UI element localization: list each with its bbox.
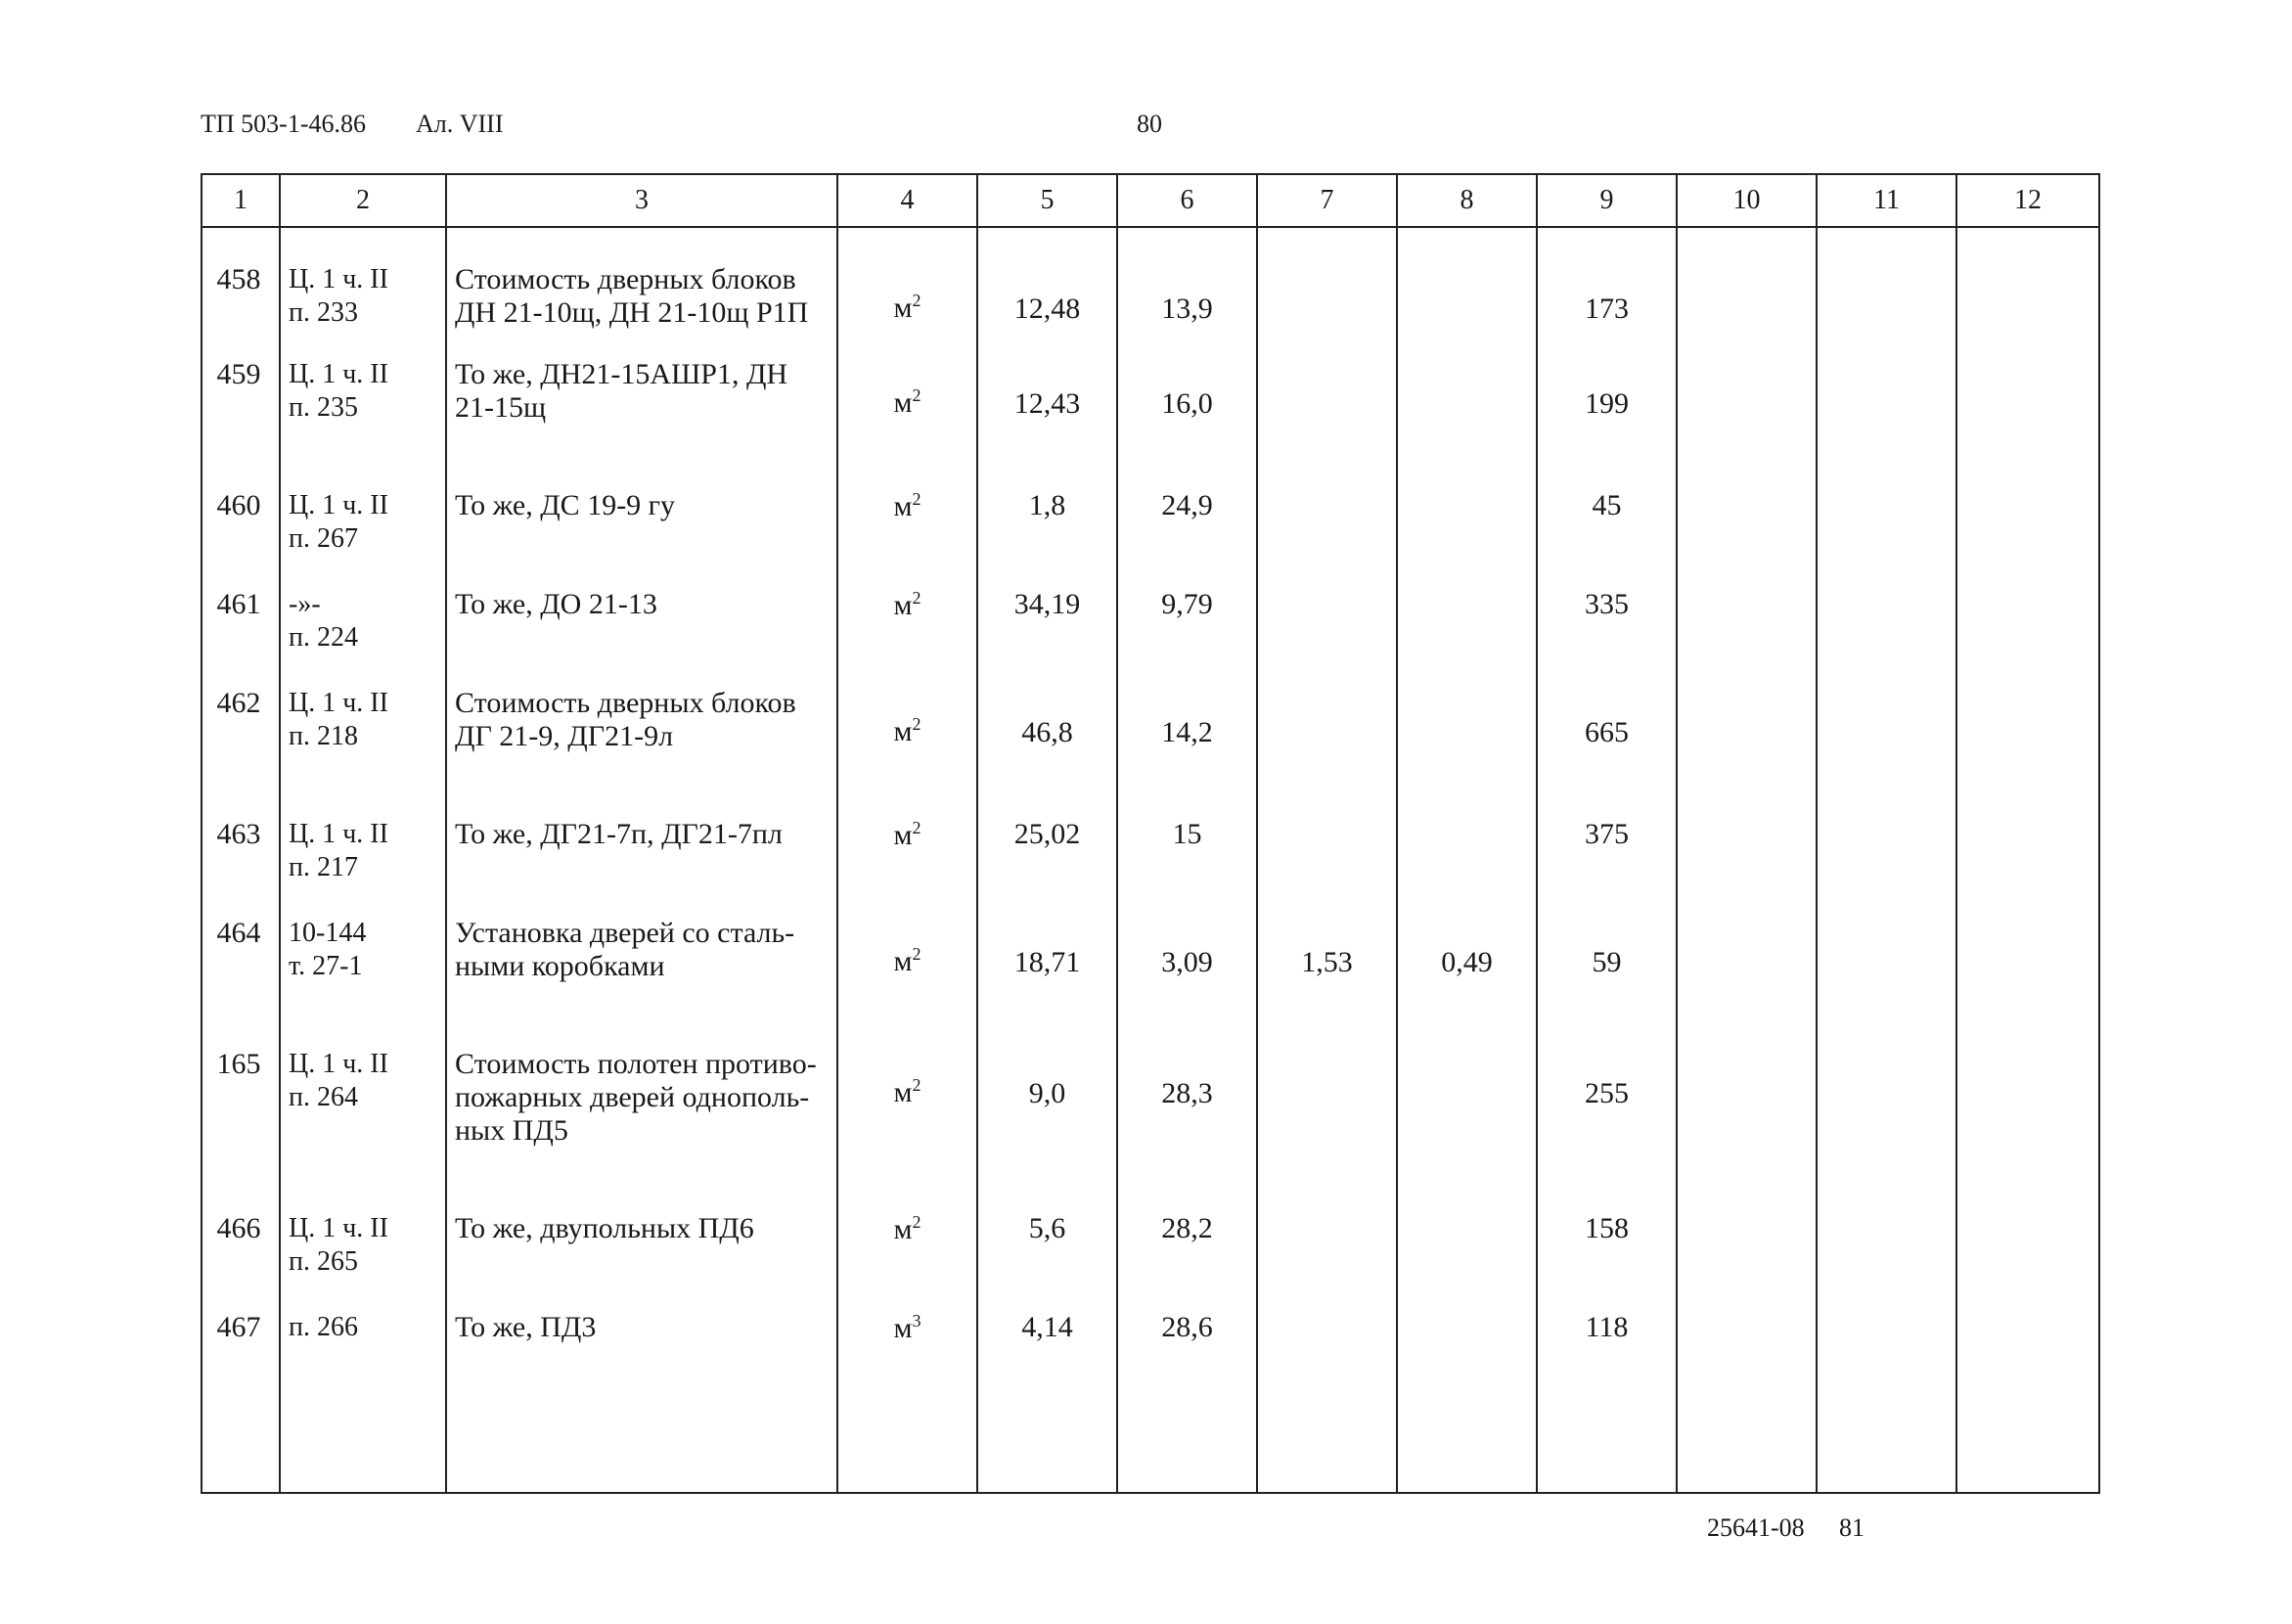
document-code: ТП 503-1-46.86 — [201, 110, 366, 138]
empty-cell — [1956, 1212, 2099, 1311]
value-cell-c7 — [1257, 1048, 1397, 1212]
unit-cell — [837, 358, 977, 489]
description-line: То же, ПД3 — [455, 1311, 597, 1343]
value-c7: 1,53 — [1301, 946, 1353, 978]
description-cell — [446, 1048, 837, 1212]
reference-line: Ц. 1 ч. II — [289, 819, 388, 849]
value-c5: 25,02 — [1013, 818, 1081, 850]
value-c9: 173 — [1585, 293, 1629, 325]
footer-document-code: 25641-08 — [1707, 1513, 1805, 1542]
value-c8: 0,49 — [1441, 946, 1493, 978]
empty-cell — [977, 1399, 1117, 1493]
reference-line: п. 267 — [289, 523, 358, 554]
column-header: 9 — [1537, 174, 1677, 227]
row-number: 464 — [202, 917, 280, 1048]
value-cell-c5 — [977, 687, 1117, 818]
reference-line: т. 27-1 — [289, 951, 363, 981]
value-cell-c6 — [1117, 1048, 1257, 1212]
empty-cell — [1817, 1311, 1956, 1399]
value-cell-c9 — [1537, 818, 1677, 917]
description-line: ными коробками — [455, 950, 665, 982]
reference-cell — [280, 917, 446, 1048]
value-cell-c9 — [1537, 588, 1677, 687]
description-line: Установка дверей со сталь- — [455, 917, 795, 949]
reference-line: п. 224 — [289, 622, 358, 653]
footer-page-number: 81 — [1839, 1513, 1865, 1542]
description-line: То же, ДН21-15АШР1, ДН — [455, 358, 788, 390]
value-c6: 24,9 — [1161, 489, 1213, 521]
value-cell-c7 — [1257, 588, 1397, 687]
value-c5: 1,8 — [1028, 489, 1066, 521]
unit-label: м — [893, 819, 913, 851]
column-header: 10 — [1677, 174, 1817, 227]
row-number: 462 — [202, 687, 280, 818]
empty-cell — [1257, 1399, 1397, 1493]
value-cell-c9 — [1537, 358, 1677, 489]
value-cell-c7 — [1257, 1212, 1397, 1311]
page-number: 80 — [1137, 110, 1162, 138]
unit-cell — [837, 489, 977, 588]
empty-cell — [1677, 1399, 1817, 1493]
table-row — [202, 1212, 2099, 1311]
unit-cell — [837, 1212, 977, 1311]
value-cell-c8 — [1397, 489, 1537, 588]
value-c6: 16,0 — [1161, 387, 1213, 420]
empty-cell — [1817, 1048, 1956, 1212]
table-row — [202, 588, 2099, 687]
unit-cell — [837, 818, 977, 917]
reference-line: Ц. 1 ч. II — [289, 1049, 388, 1079]
empty-cell — [1817, 588, 1956, 687]
value-c5: 34,19 — [1013, 588, 1081, 620]
row-number: 463 — [202, 818, 280, 917]
value-cell-c9 — [1537, 227, 1677, 358]
value-c5: 12,48 — [1013, 293, 1081, 325]
reference-line: п. 235 — [289, 392, 358, 423]
value-c9: 335 — [1585, 588, 1629, 620]
empty-cell — [1817, 917, 1956, 1048]
column-header: 11 — [1817, 174, 1956, 227]
column-header: 7 — [1257, 174, 1397, 227]
value-c9: 255 — [1585, 1077, 1629, 1109]
description-line: То же, ДС 19-9 гу — [455, 489, 675, 521]
row-number: 459 — [202, 358, 280, 489]
empty-cell — [1817, 687, 1956, 818]
description-cell — [446, 1212, 837, 1311]
value-c6: 13,9 — [1161, 293, 1213, 325]
description-cell — [446, 489, 837, 588]
empty-cell — [1956, 1311, 2099, 1399]
unit-cell — [837, 1311, 977, 1399]
empty-cell — [1677, 818, 1817, 917]
empty-cell — [1956, 588, 2099, 687]
empty-cell — [1956, 227, 2099, 358]
value-cell-c8 — [1397, 588, 1537, 687]
value-c5: 5,6 — [1028, 1212, 1066, 1244]
reference-line: п. 217 — [289, 852, 358, 882]
column-header: 1 — [202, 174, 280, 227]
value-cell-c6 — [1117, 1212, 1257, 1311]
unit-exponent: 2 — [912, 588, 921, 608]
reference-cell — [280, 1212, 446, 1311]
unit-exponent: 3 — [912, 1311, 921, 1331]
value-cell-c5 — [977, 358, 1117, 489]
value-cell-c9 — [1537, 1212, 1677, 1311]
description-line: пожарных дверей однополь- — [455, 1081, 810, 1113]
unit-label: м — [893, 386, 913, 419]
table-row — [202, 1311, 2099, 1399]
value-c9: 665 — [1585, 716, 1629, 748]
value-cell-c8 — [1397, 1048, 1537, 1212]
description-cell — [446, 358, 837, 489]
value-c6: 9,79 — [1161, 588, 1213, 620]
reference-line: п. 264 — [289, 1082, 358, 1112]
empty-cell — [1817, 1212, 1956, 1311]
empty-cell — [1397, 1399, 1537, 1493]
reference-line: 10-144 — [289, 918, 367, 948]
table-row — [202, 1048, 2099, 1212]
description-line: То же, двупольных ПД6 — [455, 1212, 754, 1244]
value-cell-c7 — [1257, 358, 1397, 489]
row-number: 466 — [202, 1212, 280, 1311]
value-cell-c8 — [1397, 687, 1537, 818]
row-number: 460 — [202, 489, 280, 588]
column-header: 8 — [1397, 174, 1537, 227]
value-cell-c9 — [1537, 917, 1677, 1048]
value-c6: 14,2 — [1161, 716, 1213, 748]
row-number: 467 — [202, 1311, 280, 1399]
column-header: 12 — [1956, 174, 2099, 227]
value-cell-c8 — [1397, 1212, 1537, 1311]
empty-cell — [446, 1399, 837, 1493]
unit-label: м — [893, 715, 913, 747]
reference-line: Ц. 1 ч. II — [289, 264, 388, 294]
unit-label: м — [893, 1312, 913, 1344]
empty-cell — [1537, 1399, 1677, 1493]
description-cell — [446, 818, 837, 917]
reference-line: Ц. 1 ч. II — [289, 490, 388, 520]
value-cell-c9 — [1537, 687, 1677, 818]
empty-cell — [1677, 687, 1817, 818]
unit-label: м — [893, 490, 913, 522]
value-cell-c6 — [1117, 917, 1257, 1048]
empty-cell — [1956, 687, 2099, 818]
value-cell-c5 — [977, 818, 1117, 917]
empty-cell — [1956, 917, 2099, 1048]
value-cell-c7 — [1257, 687, 1397, 818]
reference-cell — [280, 687, 446, 818]
empty-cell — [1956, 1399, 2099, 1493]
value-cell-c6 — [1117, 818, 1257, 917]
value-c9: 118 — [1585, 1311, 1629, 1343]
unit-exponent: 2 — [912, 489, 921, 509]
reference-line: Ц. 1 ч. II — [289, 1213, 388, 1243]
value-c9: 59 — [1592, 946, 1622, 978]
column-header: 5 — [977, 174, 1117, 227]
empty-cell — [1117, 1399, 1257, 1493]
row-number: 461 — [202, 588, 280, 687]
empty-cell — [1956, 489, 2099, 588]
value-cell-c6 — [1117, 489, 1257, 588]
description-cell — [446, 588, 837, 687]
empty-cell — [1677, 358, 1817, 489]
column-header: 4 — [837, 174, 977, 227]
description-line: ных ПД5 — [455, 1114, 568, 1147]
empty-cell — [1817, 818, 1956, 917]
description-line: ДГ 21-9, ДГ21-9л — [455, 720, 674, 752]
table-row — [202, 687, 2099, 818]
unit-cell — [837, 917, 977, 1048]
unit-cell — [837, 227, 977, 358]
table-row — [202, 917, 2099, 1048]
value-cell-c5 — [977, 227, 1117, 358]
value-cell-c7 — [1257, 917, 1397, 1048]
value-c9: 199 — [1585, 387, 1629, 420]
value-c9: 45 — [1592, 489, 1622, 521]
description-line: Стоимость полотен противо- — [455, 1048, 817, 1080]
unit-exponent: 2 — [912, 1212, 921, 1232]
reference-cell — [280, 489, 446, 588]
reference-line: -»- — [289, 589, 321, 619]
unit-exponent: 2 — [912, 714, 921, 734]
value-cell-c8 — [1397, 818, 1537, 917]
table-filler-row — [202, 1399, 2099, 1493]
reference-line: п. 266 — [289, 1312, 358, 1342]
empty-cell — [1677, 489, 1817, 588]
table-row — [202, 489, 2099, 588]
unit-label: м — [893, 945, 913, 977]
reference-cell — [280, 227, 446, 358]
value-cell-c8 — [1397, 227, 1537, 358]
unit-exponent: 2 — [912, 1075, 921, 1095]
reference-line: Ц. 1 ч. II — [289, 688, 388, 718]
value-cell-c5 — [977, 1048, 1117, 1212]
description-line: Стоимость дверных блоков — [455, 263, 796, 295]
value-c9: 375 — [1585, 818, 1629, 850]
value-cell-c6 — [1117, 588, 1257, 687]
empty-cell — [1677, 1311, 1817, 1399]
unit-cell — [837, 588, 977, 687]
sheet-label: Ал. VIII — [416, 110, 504, 138]
empty-cell — [1677, 1048, 1817, 1212]
value-c5: 4,14 — [1021, 1311, 1073, 1343]
reference-cell — [280, 1311, 446, 1399]
empty-cell — [1817, 358, 1956, 489]
empty-cell — [1956, 1048, 2099, 1212]
value-cell-c8 — [1397, 917, 1537, 1048]
value-cell-c6 — [1117, 358, 1257, 489]
value-c6: 3,09 — [1161, 946, 1213, 978]
unit-label: м — [893, 1076, 913, 1108]
description-cell — [446, 917, 837, 1048]
unit-cell — [837, 1048, 977, 1212]
empty-cell — [1817, 489, 1956, 588]
value-cell-c8 — [1397, 1311, 1537, 1399]
value-cell-c9 — [1537, 1311, 1677, 1399]
value-c6: 28,3 — [1161, 1077, 1213, 1109]
value-cell-c7 — [1257, 227, 1397, 358]
empty-cell — [280, 1399, 446, 1493]
unit-exponent: 2 — [912, 944, 921, 964]
description-line: То же, ДО 21-13 — [455, 588, 657, 620]
unit-exponent: 2 — [912, 385, 921, 405]
empty-cell — [1817, 227, 1956, 358]
value-cell-c5 — [977, 1212, 1117, 1311]
value-cell-c9 — [1537, 1048, 1677, 1212]
reference-line: п. 265 — [289, 1246, 358, 1277]
value-cell-c6 — [1117, 687, 1257, 818]
description-line: То же, ДГ21-7п, ДГ21-7пл — [455, 818, 783, 850]
empty-cell — [1677, 917, 1817, 1048]
description-cell — [446, 1311, 837, 1399]
value-c6: 28,6 — [1161, 1311, 1213, 1343]
value-c5: 46,8 — [1021, 716, 1073, 748]
table-header-row — [202, 174, 2099, 227]
description-cell — [446, 227, 837, 358]
description-line: ДН 21-10щ, ДН 21-10щ Р1П — [455, 296, 809, 329]
value-c6: 28,2 — [1161, 1212, 1213, 1244]
reference-cell — [280, 1048, 446, 1212]
value-cell-c8 — [1397, 358, 1537, 489]
estimate-table — [201, 173, 2098, 1494]
value-cell-c6 — [1117, 1311, 1257, 1399]
column-header: 2 — [280, 174, 446, 227]
description-line: 21-15щ — [455, 391, 547, 424]
value-cell-c5 — [977, 489, 1117, 588]
value-cell-c9 — [1537, 489, 1677, 588]
value-cell-c6 — [1117, 227, 1257, 358]
reference-cell — [280, 358, 446, 489]
unit-cell — [837, 687, 977, 818]
reference-line: Ц. 1 ч. II — [289, 359, 388, 389]
description-cell — [446, 687, 837, 818]
value-c6: 15 — [1172, 818, 1202, 850]
value-cell-c7 — [1257, 1311, 1397, 1399]
table-row — [202, 227, 2099, 358]
description-line: Стоимость дверных блоков — [455, 687, 796, 719]
empty-cell — [1956, 358, 2099, 489]
reference-line: п. 218 — [289, 721, 358, 751]
empty-cell — [202, 1399, 280, 1493]
unit-label: м — [893, 1213, 913, 1245]
empty-cell — [1677, 1212, 1817, 1311]
empty-cell — [837, 1399, 977, 1493]
row-number: 165 — [202, 1048, 280, 1212]
value-cell-c5 — [977, 917, 1117, 1048]
value-cell-c5 — [977, 1311, 1117, 1399]
unit-label: м — [893, 292, 913, 324]
empty-cell — [1677, 588, 1817, 687]
column-header: 3 — [446, 174, 837, 227]
value-cell-c7 — [1257, 489, 1397, 588]
column-header: 6 — [1117, 174, 1257, 227]
empty-cell — [1817, 1399, 1956, 1493]
value-cell-c7 — [1257, 818, 1397, 917]
value-c5: 12,43 — [1013, 387, 1081, 420]
unit-exponent: 2 — [912, 818, 921, 837]
unit-exponent: 2 — [912, 291, 921, 310]
empty-cell — [1956, 818, 2099, 917]
reference-cell — [280, 588, 446, 687]
empty-cell — [1677, 227, 1817, 358]
table-row — [202, 358, 2099, 489]
table-row — [202, 818, 2099, 917]
reference-line: п. 233 — [289, 297, 358, 328]
value-c9: 158 — [1585, 1212, 1629, 1244]
row-number: 458 — [202, 227, 280, 358]
unit-label: м — [893, 589, 913, 621]
value-c5: 18,71 — [1013, 946, 1081, 978]
value-c5: 9,0 — [1028, 1077, 1066, 1109]
reference-cell — [280, 818, 446, 917]
value-cell-c5 — [977, 588, 1117, 687]
estimate-table-grid — [201, 173, 2100, 1494]
